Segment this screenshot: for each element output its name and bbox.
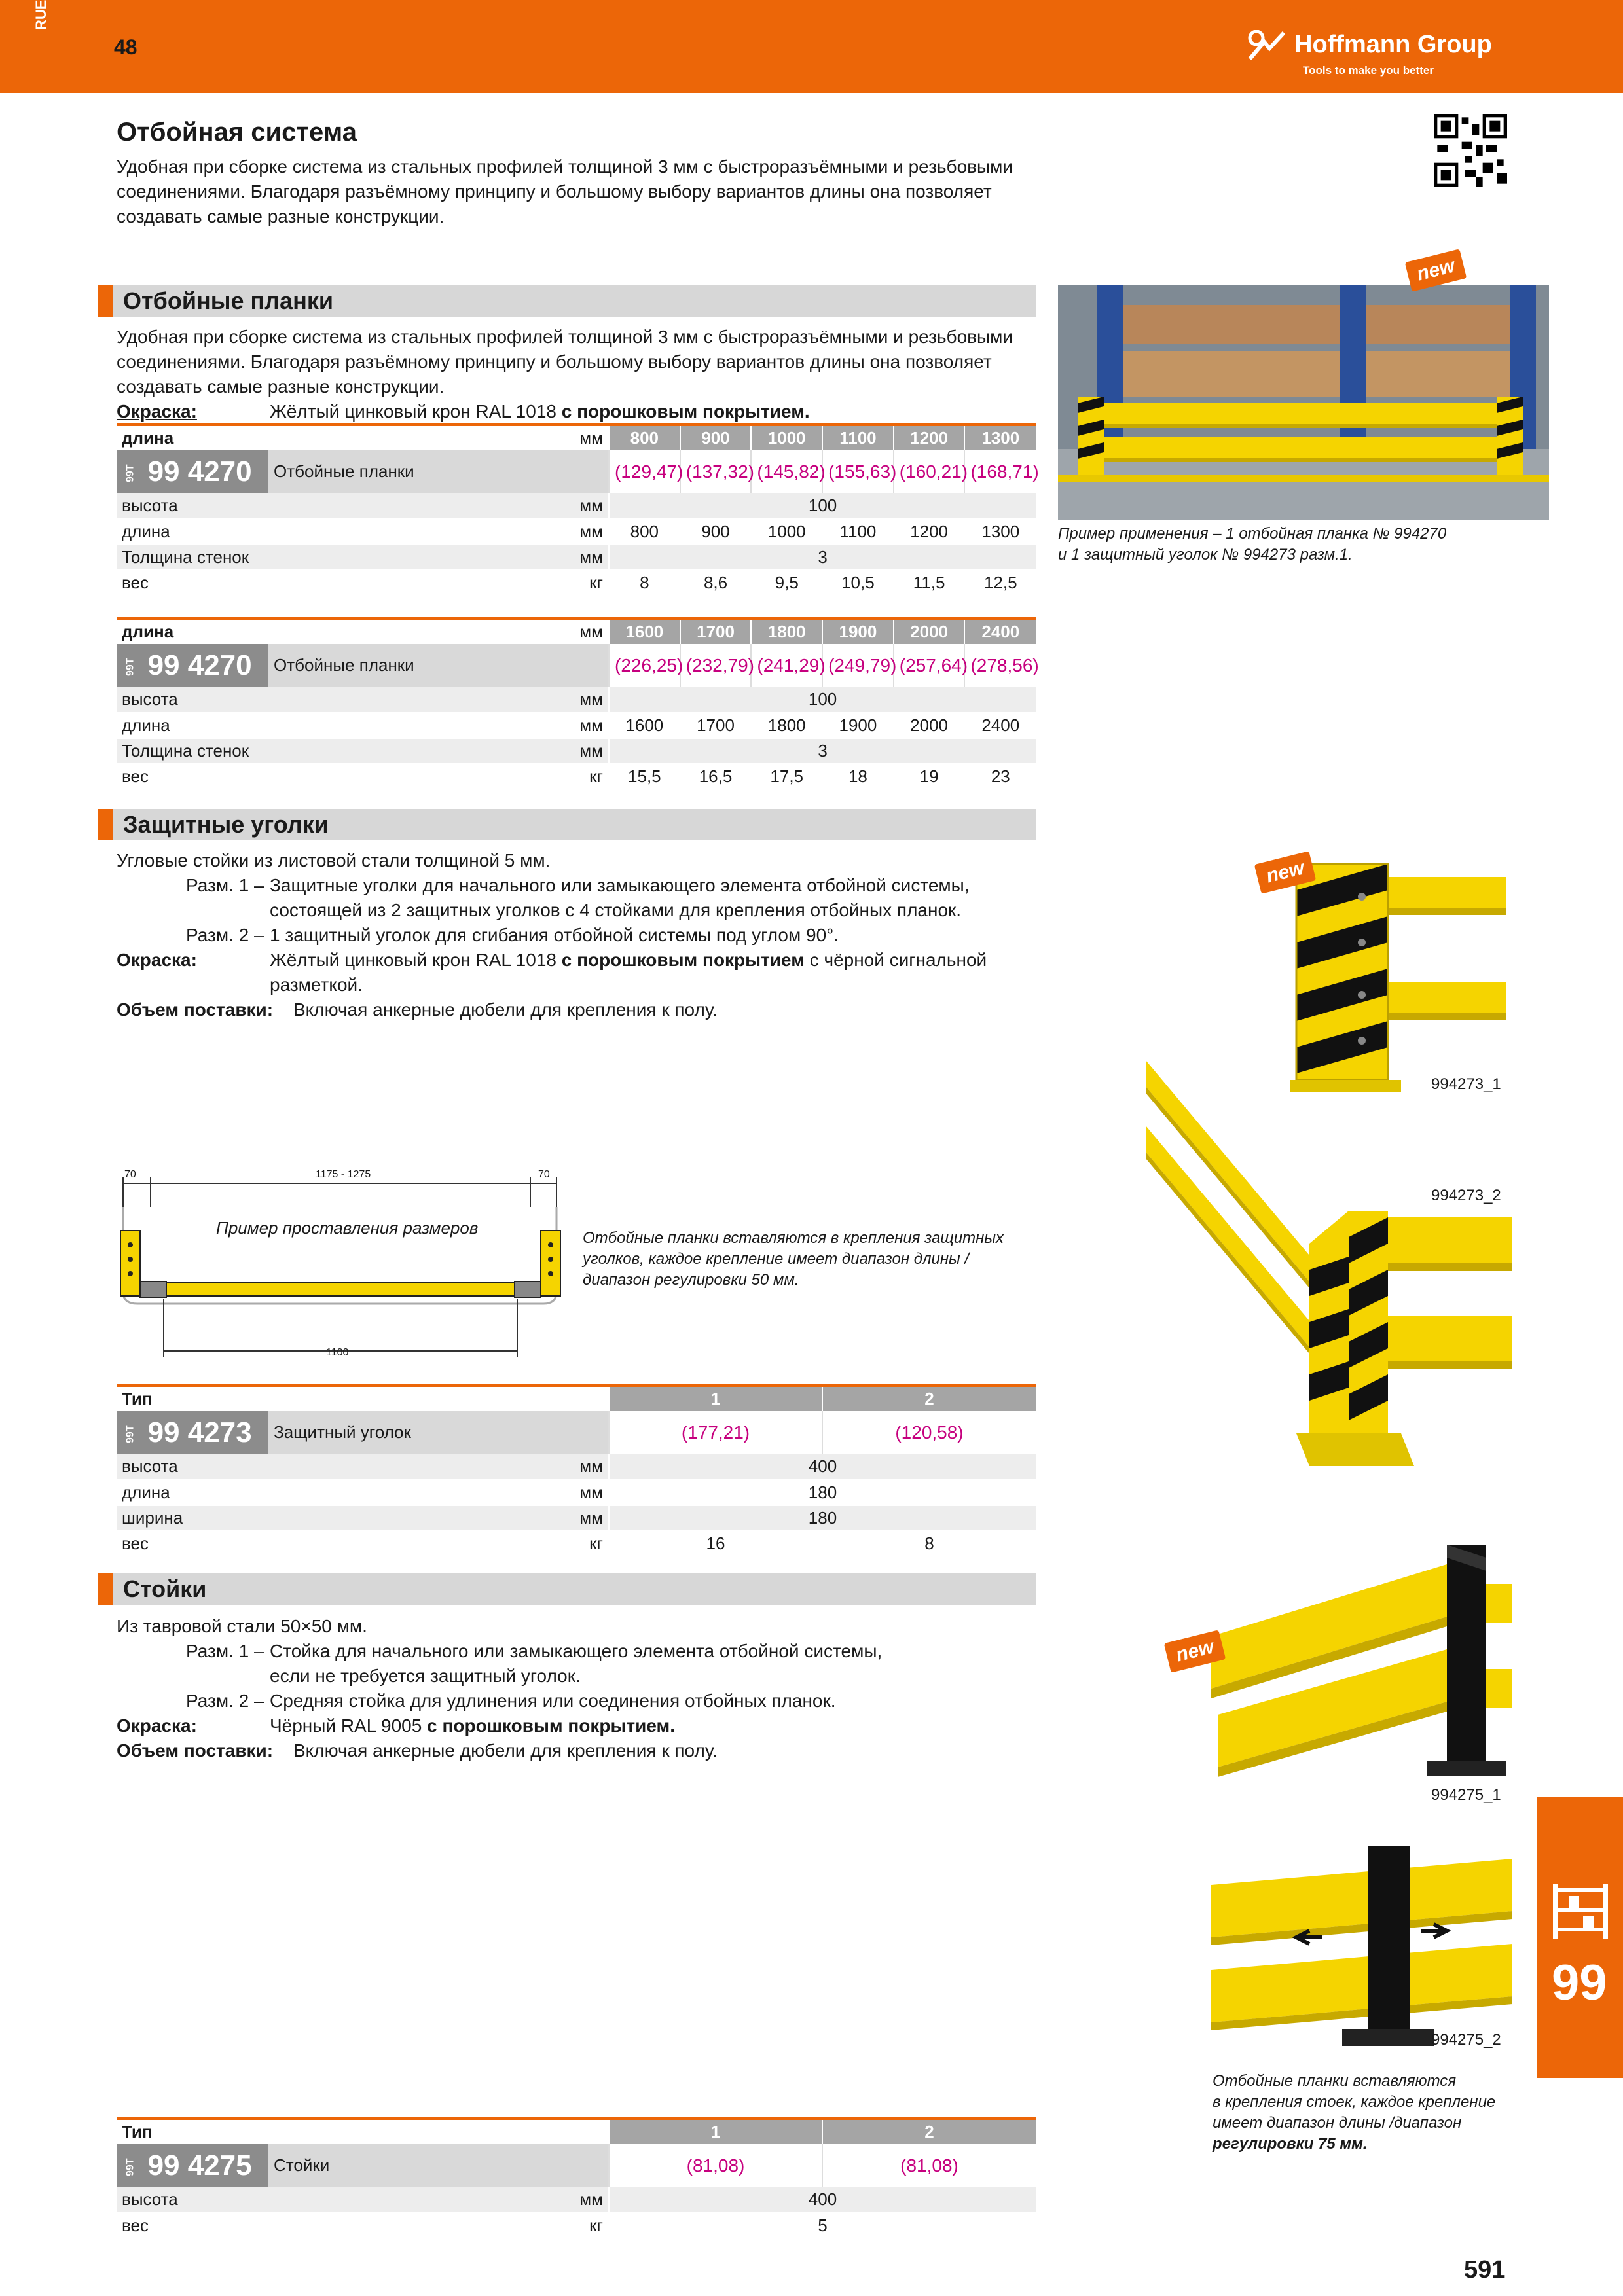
section-heading-corner-guards: Защитные уголки	[98, 809, 1036, 840]
post-photo-caption: Отбойные планки вставляются в крепления стоек, каждое крепление имеет диапазон длины /диапазон регулировки 75 мм.	[1213, 2072, 1496, 2153]
chapter-number: 99	[1552, 1955, 1607, 2011]
intro-text: Удобная при сборке система из стальных профилей толщиной 3 мм с быстроразъёмными и резьбовыми соединениями. Благодаря разъёмному принципу и большому выбору вариантов длины она позволяет создавать самые разные конструкции.	[117, 156, 1013, 226]
image-id: 994273_2	[1431, 1187, 1501, 1204]
article-number: 99T 99 4275	[117, 2144, 268, 2187]
article-row[interactable]: 99T 99 4275 Стойки (81,08) (81,08)	[117, 2144, 1036, 2187]
dim-bottom: 1100	[326, 1347, 349, 1358]
paint-info-rails: Окраска: Жёлтый цинковый крон RAL 1018 с порошковым покрытием.	[117, 401, 810, 422]
hoffmann-logo-icon	[1247, 30, 1285, 60]
brand-logo[interactable]	[1247, 27, 1492, 62]
shelving-icon	[1549, 1882, 1612, 1942]
application-photo-caption: Пример применения – 1 отбойная планка № 994270 и 1 защитный уголок № 994273 разм.1.	[1058, 525, 1447, 564]
section-text-posts: Из тавровой стали 50×50 мм. Разм. 1 – Стойка для начального или замыкающего элемента отбойной системы, если не требуется защитный уголок. Разм. 2 – Средняя стойка для удлинения или соединения отбойных планок. Окраска: Чёрный RAL 9005 с порошковым покрытием. Объем поставки: Включая анкерные дюбели для крепления к полу.	[117, 1616, 883, 1761]
dimension-diagram	[111, 1168, 570, 1371]
dim-middle: 1175 - 1275	[316, 1169, 371, 1180]
dim-right: 70	[538, 1169, 550, 1180]
dim-left: 70	[124, 1169, 136, 1180]
post-photo-1	[1211, 1545, 1512, 1800]
article-row[interactable]: 99T 99 4270 Отбойные планки (129,47) (137,32) (145,82) (155,63) (160,21) (168,71)	[117, 450, 1036, 493]
brand-tagline: Tools to make you better	[1303, 64, 1434, 77]
section-heading-impact-rails: Отбойные планки	[98, 285, 1036, 317]
corner-guard-photo-2	[1139, 1047, 1512, 1466]
article-row[interactable]: 99T 99 4273 Защитный уголок (177,21) (120,58)	[117, 1411, 1036, 1454]
section-text-corner-guards: Угловые стойки из листовой стали толщиной 5 мм. Разм. 1 – Защитные уголки для начального или замыкающего элемента отбойной системы, состоящей из 2 защитных уголков с 4 стойками для крепления отбойных планок. Разм. 2 – 1 защитный уголок для сгибания отбойной системы под углом 90°. Окраска: Жёлтый цинковый крон RAL 1018 с порошковым покрытием с чёрной сигнальной разметкой. Объем поставки: Включая анкерные дюбели для крепления к полу.	[117, 850, 987, 1020]
image-id: 994275_2	[1431, 2031, 1501, 2049]
article-number: 99T 99 4273	[117, 1411, 268, 1454]
article-number: 99T 99 4270	[117, 644, 268, 687]
table-rails-1: длина мм 800 900 1000 1100 1200 1300 99T 99 4270 Отбойные планки (129,47) (137,32) (145,82) (155,63) (160,21) (168,71) высота мм 100 длина мм 800 900 1000 1100 1200 1300 Толщина стенок мм 3 вес кг 8 8,6 9,5 10,5 11,5 12,5	[117, 423, 1036, 596]
application-photo	[1058, 285, 1549, 520]
table-posts: Тип 1 2 99T 99 4275 Стойки (81,08) (81,08) высота мм 400 вес кг 5	[117, 2117, 1036, 2239]
image-id: 994273_1	[1431, 1075, 1501, 1093]
chapter-tab[interactable]	[1537, 1797, 1623, 2078]
brand-name: Hoffmann Group	[1294, 31, 1492, 58]
diagram-caption: Отбойные планки вставляются в крепления защитных уголков, каждое крепление имеет диапазон длины / диапазон регулировки 50 мм.	[583, 1229, 1004, 1289]
new-badge: new	[1405, 249, 1467, 292]
article-row[interactable]: 99T 99 4270 Отбойные планки (226,25) (232,79) (241,29) (249,79) (257,64) (278,56)	[117, 644, 1036, 687]
new-badge: new	[1254, 851, 1317, 894]
language-code: RUE	[33, 0, 49, 30]
header-page-number: 48	[114, 35, 137, 59]
image-id: 994275_1	[1431, 1786, 1501, 1804]
diagram-label: Пример проставления размеров	[216, 1218, 479, 1238]
qr-code-icon[interactable]	[1434, 114, 1507, 187]
page-number: 591	[1464, 2256, 1506, 2284]
page-title: Отбойная система	[117, 118, 357, 147]
table-rails-2: длина мм 1600 1700 1800 1900 2000 2400 99T 99 4270 Отбойные планки (226,25) (232,79) (241,29) (249,79) (257,64) (278,56) высота мм 100 длина мм 1600 1700 1800 1900 2000 2400 Толщина стенок мм 3 вес кг 15,5 16,5 17,5 18 19 23	[117, 617, 1036, 790]
section-heading-posts: Стойки	[98, 1573, 1036, 1605]
section-text-impact-rails: Удобная при сборке система из стальных профилей толщиной 3 мм с быстроразъёмными и резьбовыми соединениями. Благодаря разъёмному принципу и большому выбору вариантов длины она позволяет создавать самые разные конструкции.	[117, 327, 1013, 397]
table-corner-guards: Тип 1 2 99T 99 4273 Защитный уголок (177,21) (120,58) высота мм 400 длина мм 180 ширина мм 180 вес кг 16 8	[117, 1384, 1036, 1557]
new-badge: new	[1164, 1630, 1226, 1673]
article-number: 99T 99 4270	[117, 450, 268, 493]
